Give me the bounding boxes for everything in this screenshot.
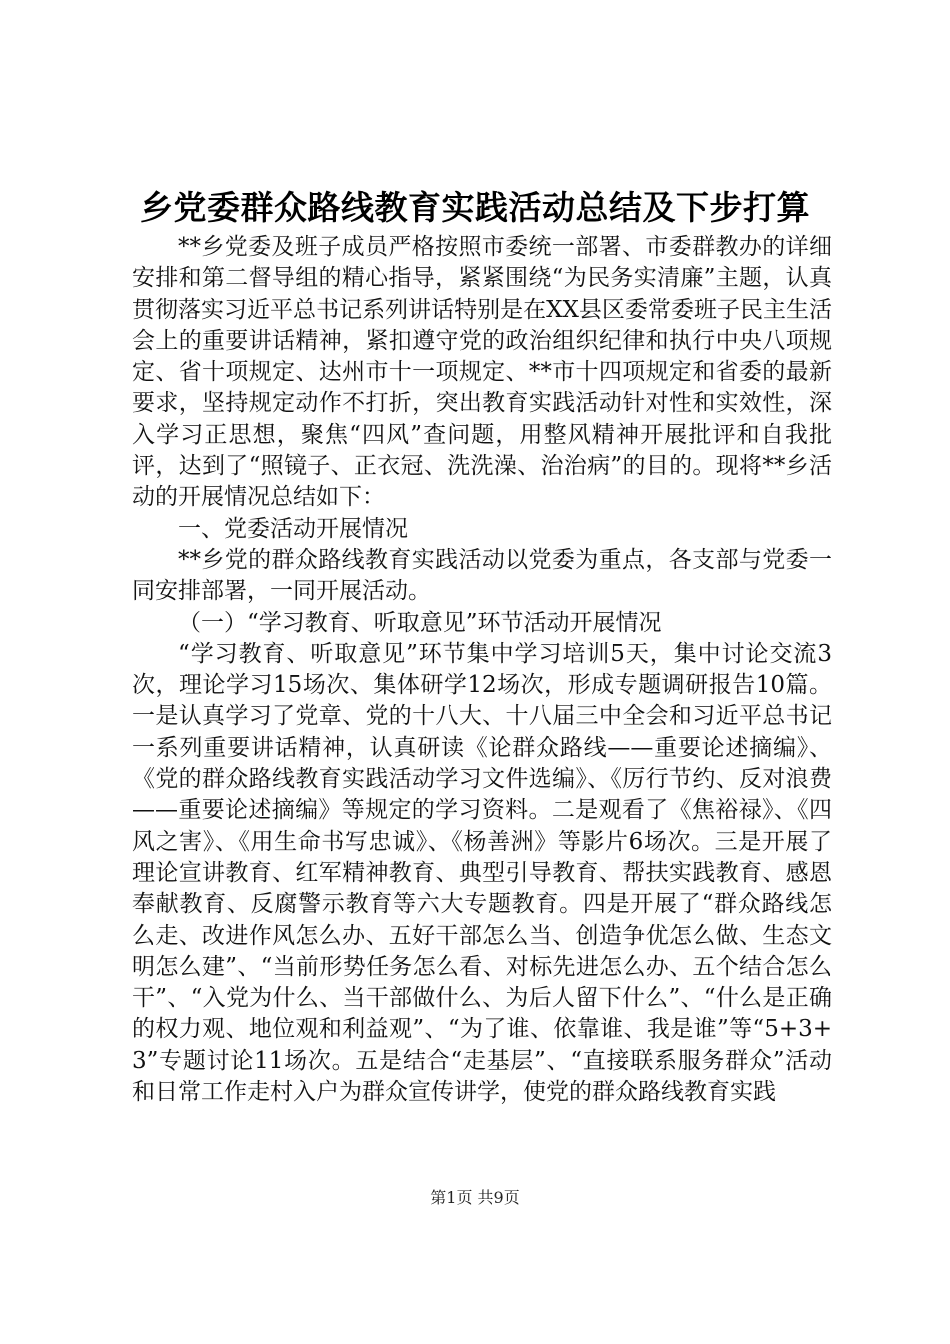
- subsection-1-paragraph: “学习教育、听取意见”环节集中学习培训5天，集中讨论交流3次，理论学习15场次、集体研学12场次，形成专题调研报告10篇。一是认真学习了党章、党的十八大、十八届三中全会和习近平总书记一系列重要讲话精神，认真研读《论群众路线——重要论述摘编》、《党的群众路线教育实践活动学习文件选编》、《厉行节约、反对浪费——重要论述摘编》等规定的学习资料。二是观看了《焦裕禄》、《四风之害》、《用生命书写忠诚》、《杨善洲》等影片6场次。三是开展了理论宣讲教育、红军精神教育、典型引导教育、帮扶实践教育、感恩奉献教育、反腐警示教育等六大专题教育。四是开展了“群众路线怎么走、改进作风怎么办、五好干部怎么当、创造争优怎么做、生态文明怎么建”、“当前形势任务怎么看、对标先进怎么办、五个结合怎么干”、“入党为什么、当干部做什么、为后人留下什么”、“什么是正确的权力观、地位观和利益观”、“为了谁、依靠谁、我是谁”等“5+3+3”专题讨论11场次。五是结合“走基层”、“直接联系服务群众”活动和日常工作走村入户为群众宣传讲学，使党的群众路线教育实践: [132, 640, 832, 1106]
- document-body: [132, 232, 832, 1108]
- section-heading-1: 一、党委活动开展情况: [178, 515, 408, 542]
- page-number-footer: 第1页 共9页: [430, 1188, 520, 1207]
- intro-paragraph: **乡党委及班子成员严格按照市委统一部署、市委群教办的详细安排和第二督导组的精心指导，紧紧围绕“为民务实清廉”主题，认真贯彻落实习近平总书记系列讲话特别是在XX县区委常委班子民主生活会上的重要讲话精神，紧扣遵守党的政治组织纪律和执行中央八项规定、省十项规定、达州市十一项规定、**市十四项规定和省委的最新要求，坚持规定动作不打折，突出教育实践活动针对性和实效性，深入学习正思想，聚焦“四风”查问题，用整风精神开展批评和自我批评，达到了“照镜子、正衣冠、洗洗澡、治治病”的目的。现将**乡活动的开展情况总结如下：: [132, 234, 832, 511]
- section-1-paragraph: **乡党的群众路线教育实践活动以党委为重点，各支部与党委一同安排部署，一同开展活动。: [132, 546, 832, 605]
- subsection-heading-1: （一）“学习教育、听取意见”环节活动开展情况: [178, 609, 662, 636]
- document-title: 乡党委群众路线教育实践活动总结及下步打算: [140, 188, 810, 227]
